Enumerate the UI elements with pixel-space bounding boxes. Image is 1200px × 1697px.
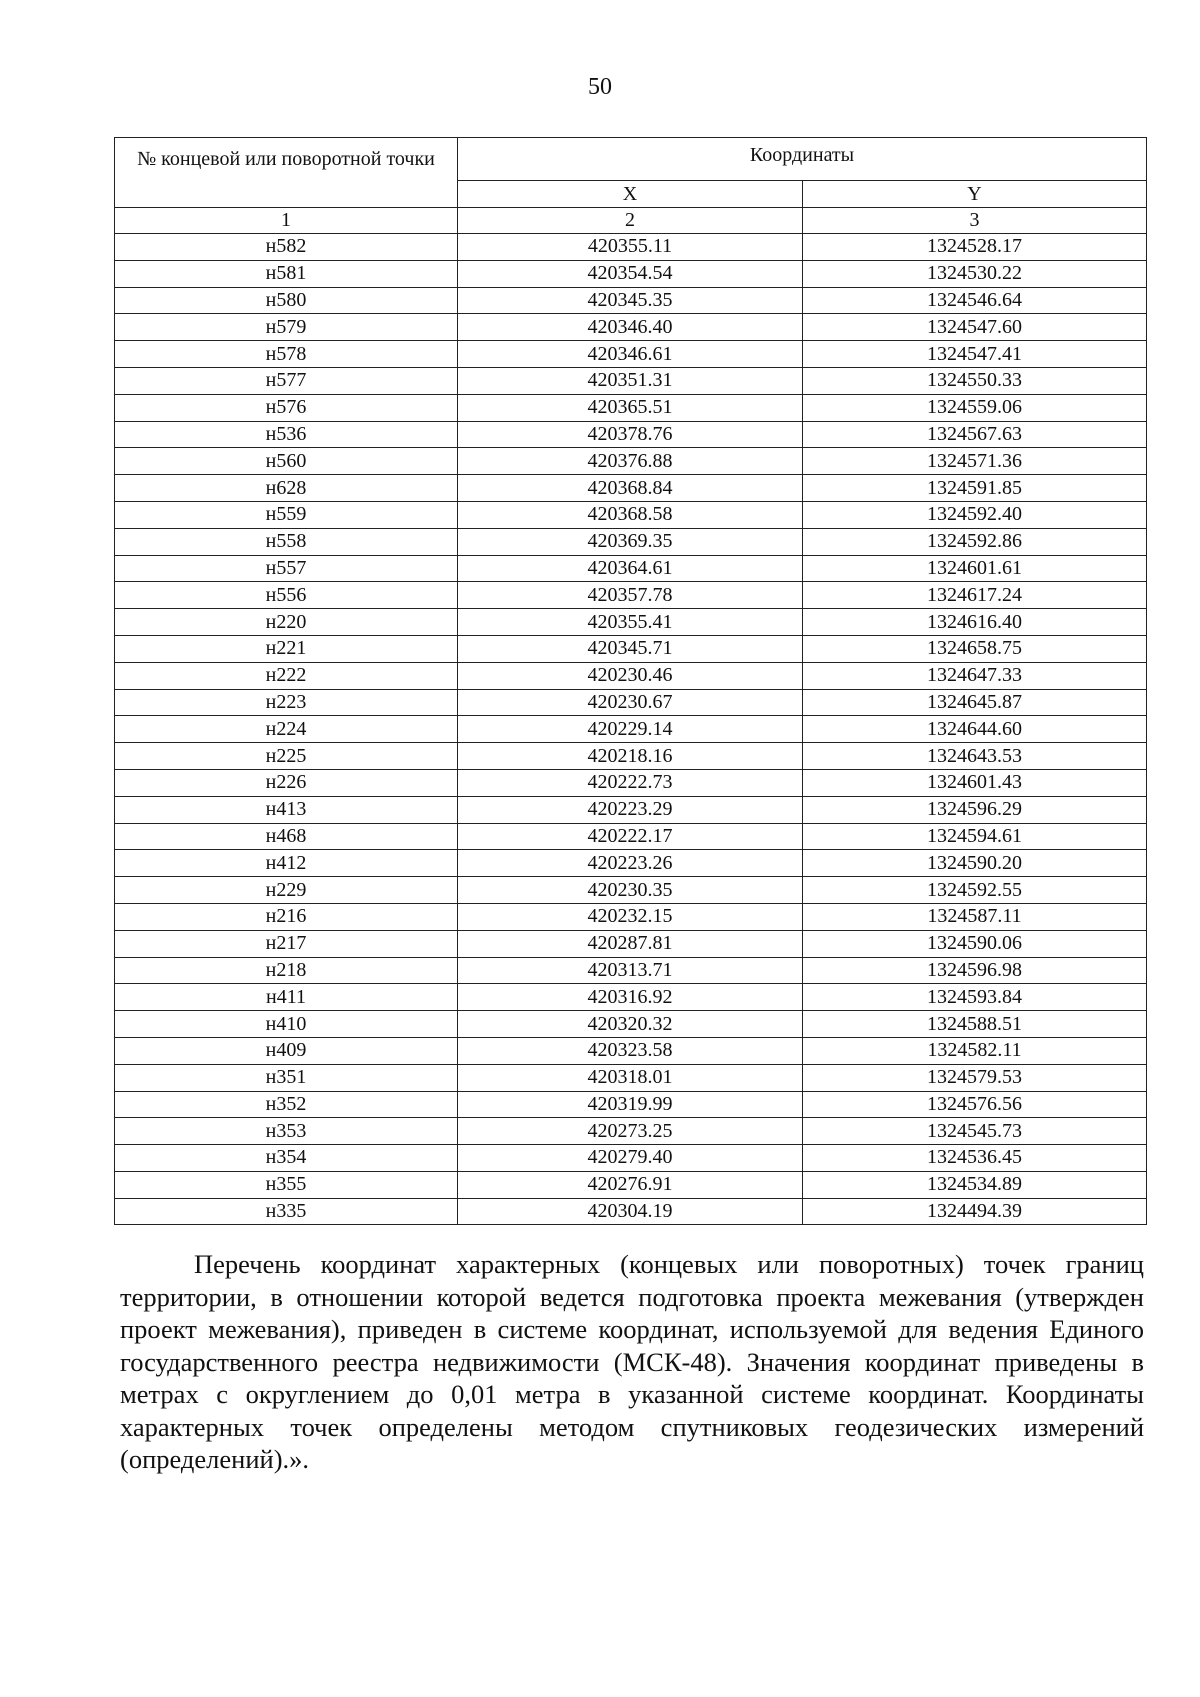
y-cell: 1324616.40: [803, 609, 1147, 636]
y-cell: 1324588.51: [803, 1011, 1147, 1038]
point-cell: н217: [115, 930, 458, 957]
column-number: 3: [803, 208, 1147, 234]
table-row: [115, 1064, 1147, 1091]
table-row: [115, 716, 1147, 743]
x-cell: 420351.31: [458, 367, 803, 394]
y-cell: 1324658.75: [803, 635, 1147, 662]
table-row: [115, 341, 1147, 368]
x-cell: 420218.16: [458, 743, 803, 770]
point-cell: н468: [115, 823, 458, 850]
y-cell: 1324592.40: [803, 501, 1147, 528]
table-row: [115, 903, 1147, 930]
table-header: [115, 138, 1147, 234]
x-cell: 420287.81: [458, 930, 803, 957]
y-cell: 1324644.60: [803, 716, 1147, 743]
y-cell: 1324590.06: [803, 930, 1147, 957]
y-cell: 1324550.33: [803, 367, 1147, 394]
column-number: 1: [115, 208, 458, 234]
point-cell: н576: [115, 394, 458, 421]
table-row: [115, 957, 1147, 984]
x-cell: 420230.46: [458, 662, 803, 689]
point-cell: н556: [115, 582, 458, 609]
page-number: 50: [588, 74, 612, 100]
table-row: [115, 689, 1147, 716]
y-cell: 1324545.73: [803, 1118, 1147, 1145]
x-cell: 420276.91: [458, 1171, 803, 1198]
table-row: [115, 609, 1147, 636]
header-coordinates: Координаты: [458, 138, 1147, 181]
y-cell: 1324546.64: [803, 287, 1147, 314]
y-cell: 1324592.86: [803, 528, 1147, 555]
point-cell: н628: [115, 475, 458, 502]
x-cell: 420229.14: [458, 716, 803, 743]
table-row: [115, 769, 1147, 796]
point-cell: н351: [115, 1064, 458, 1091]
y-cell: 1324587.11: [803, 903, 1147, 930]
x-cell: 420354.54: [458, 260, 803, 287]
point-cell: н412: [115, 850, 458, 877]
table-row: [115, 582, 1147, 609]
point-cell: н578: [115, 341, 458, 368]
y-cell: 1324590.20: [803, 850, 1147, 877]
x-cell: 420365.51: [458, 394, 803, 421]
x-cell: 420232.15: [458, 903, 803, 930]
table-body: [115, 234, 1147, 1225]
table-row: [115, 1091, 1147, 1118]
x-cell: 420368.58: [458, 501, 803, 528]
header-point-number: № концевой или поворотной точки: [115, 138, 458, 208]
table-row: [115, 260, 1147, 287]
point-cell: н335: [115, 1198, 458, 1225]
table-row: [115, 234, 1147, 261]
y-cell: 1324594.61: [803, 823, 1147, 850]
y-cell: 1324576.56: [803, 1091, 1147, 1118]
table-row: [115, 394, 1147, 421]
y-cell: 1324530.22: [803, 260, 1147, 287]
y-cell: 1324617.24: [803, 582, 1147, 609]
point-cell: н216: [115, 903, 458, 930]
point-cell: н558: [115, 528, 458, 555]
x-cell: 420364.61: [458, 555, 803, 582]
point-cell: н222: [115, 662, 458, 689]
table-row: [115, 501, 1147, 528]
table-row: [115, 1037, 1147, 1064]
y-cell: 1324536.45: [803, 1145, 1147, 1172]
x-cell: 420279.40: [458, 1145, 803, 1172]
point-cell: н224: [115, 716, 458, 743]
table-row: [115, 421, 1147, 448]
x-cell: 420376.88: [458, 448, 803, 475]
y-cell: 1324547.60: [803, 314, 1147, 341]
point-cell: н410: [115, 1011, 458, 1038]
y-cell: 1324596.29: [803, 796, 1147, 823]
x-cell: 420223.26: [458, 850, 803, 877]
y-cell: 1324528.17: [803, 234, 1147, 261]
table-row: [115, 635, 1147, 662]
y-cell: 1324571.36: [803, 448, 1147, 475]
y-cell: 1324592.55: [803, 877, 1147, 904]
x-cell: 420319.99: [458, 1091, 803, 1118]
y-cell: 1324647.33: [803, 662, 1147, 689]
point-cell: н577: [115, 367, 458, 394]
y-cell: 1324582.11: [803, 1037, 1147, 1064]
point-cell: н218: [115, 957, 458, 984]
x-cell: 420230.67: [458, 689, 803, 716]
y-cell: 1324591.85: [803, 475, 1147, 502]
table-row: [115, 1171, 1147, 1198]
x-cell: 420346.40: [458, 314, 803, 341]
x-cell: 420230.35: [458, 877, 803, 904]
table-row: [115, 1118, 1147, 1145]
point-cell: н582: [115, 234, 458, 261]
x-cell: 420378.76: [458, 421, 803, 448]
y-cell: 1324579.53: [803, 1064, 1147, 1091]
coordinates-table: [114, 137, 1147, 1225]
x-cell: 420320.32: [458, 1011, 803, 1038]
point-cell: н354: [115, 1145, 458, 1172]
x-cell: 420304.19: [458, 1198, 803, 1225]
x-cell: 420313.71: [458, 957, 803, 984]
y-cell: 1324559.06: [803, 394, 1147, 421]
table-row: [115, 796, 1147, 823]
table-row: [115, 475, 1147, 502]
table-row: [115, 314, 1147, 341]
x-cell: 420355.41: [458, 609, 803, 636]
point-cell: н409: [115, 1037, 458, 1064]
point-cell: н536: [115, 421, 458, 448]
table-row: [115, 1145, 1147, 1172]
y-cell: 1324567.63: [803, 421, 1147, 448]
point-cell: н221: [115, 635, 458, 662]
table-row: [115, 1198, 1147, 1225]
table-row: [115, 850, 1147, 877]
point-cell: н223: [115, 689, 458, 716]
y-cell: 1324643.53: [803, 743, 1147, 770]
point-cell: н411: [115, 984, 458, 1011]
header-x: X: [458, 181, 803, 208]
x-cell: 420355.11: [458, 234, 803, 261]
table-row: [115, 528, 1147, 555]
point-cell: н229: [115, 877, 458, 904]
table-row: [115, 1011, 1147, 1038]
point-cell: н226: [115, 769, 458, 796]
table-row: [115, 287, 1147, 314]
header-y: Y: [803, 181, 1147, 208]
table-row: [115, 743, 1147, 770]
column-number-row: [115, 208, 1147, 234]
x-cell: 420345.71: [458, 635, 803, 662]
table-row: [115, 930, 1147, 957]
x-cell: 420346.61: [458, 341, 803, 368]
point-cell: н559: [115, 501, 458, 528]
point-cell: н557: [115, 555, 458, 582]
point-cell: н355: [115, 1171, 458, 1198]
x-cell: 420369.35: [458, 528, 803, 555]
y-cell: 1324596.98: [803, 957, 1147, 984]
y-cell: 1324547.41: [803, 341, 1147, 368]
y-cell: 1324601.43: [803, 769, 1147, 796]
x-cell: 420273.25: [458, 1118, 803, 1145]
table-row: [115, 662, 1147, 689]
table-row: [115, 877, 1147, 904]
x-cell: 420222.17: [458, 823, 803, 850]
y-cell: 1324645.87: [803, 689, 1147, 716]
point-cell: н413: [115, 796, 458, 823]
point-cell: н352: [115, 1091, 458, 1118]
table-row: [115, 555, 1147, 582]
y-cell: 1324593.84: [803, 984, 1147, 1011]
y-cell: 1324494.39: [803, 1198, 1147, 1225]
y-cell: 1324601.61: [803, 555, 1147, 582]
point-cell: н581: [115, 260, 458, 287]
y-cell: 1324534.89: [803, 1171, 1147, 1198]
point-cell: н220: [115, 609, 458, 636]
x-cell: 420345.35: [458, 287, 803, 314]
table-row: [115, 448, 1147, 475]
x-cell: 420318.01: [458, 1064, 803, 1091]
point-cell: н225: [115, 743, 458, 770]
x-cell: 420368.84: [458, 475, 803, 502]
column-number: 2: [458, 208, 803, 234]
explanation-paragraph: Перечень координат характерных (концевых или поворотных) точек границ территории, в отношении которой ведется подготовка проекта межевания (утвержден проект межевания), приведен в системе координат, используемой для ведения Единого государственного реестра недвижимости (МСК-48). Значения координат приведены в метрах с округлением до 0,01 метра в указанной системе координат. Координаты характерных точек определены методом спутниковых геодезических измерений (определений).».: [120, 1249, 1144, 1474]
point-cell: н560: [115, 448, 458, 475]
point-cell: н580: [115, 287, 458, 314]
point-cell: н353: [115, 1118, 458, 1145]
x-cell: 420223.29: [458, 796, 803, 823]
x-cell: 420323.58: [458, 1037, 803, 1064]
x-cell: 420316.92: [458, 984, 803, 1011]
table-row: [115, 823, 1147, 850]
x-cell: 420357.78: [458, 582, 803, 609]
x-cell: 420222.73: [458, 769, 803, 796]
table-row: [115, 984, 1147, 1011]
point-cell: н579: [115, 314, 458, 341]
table-row: [115, 367, 1147, 394]
